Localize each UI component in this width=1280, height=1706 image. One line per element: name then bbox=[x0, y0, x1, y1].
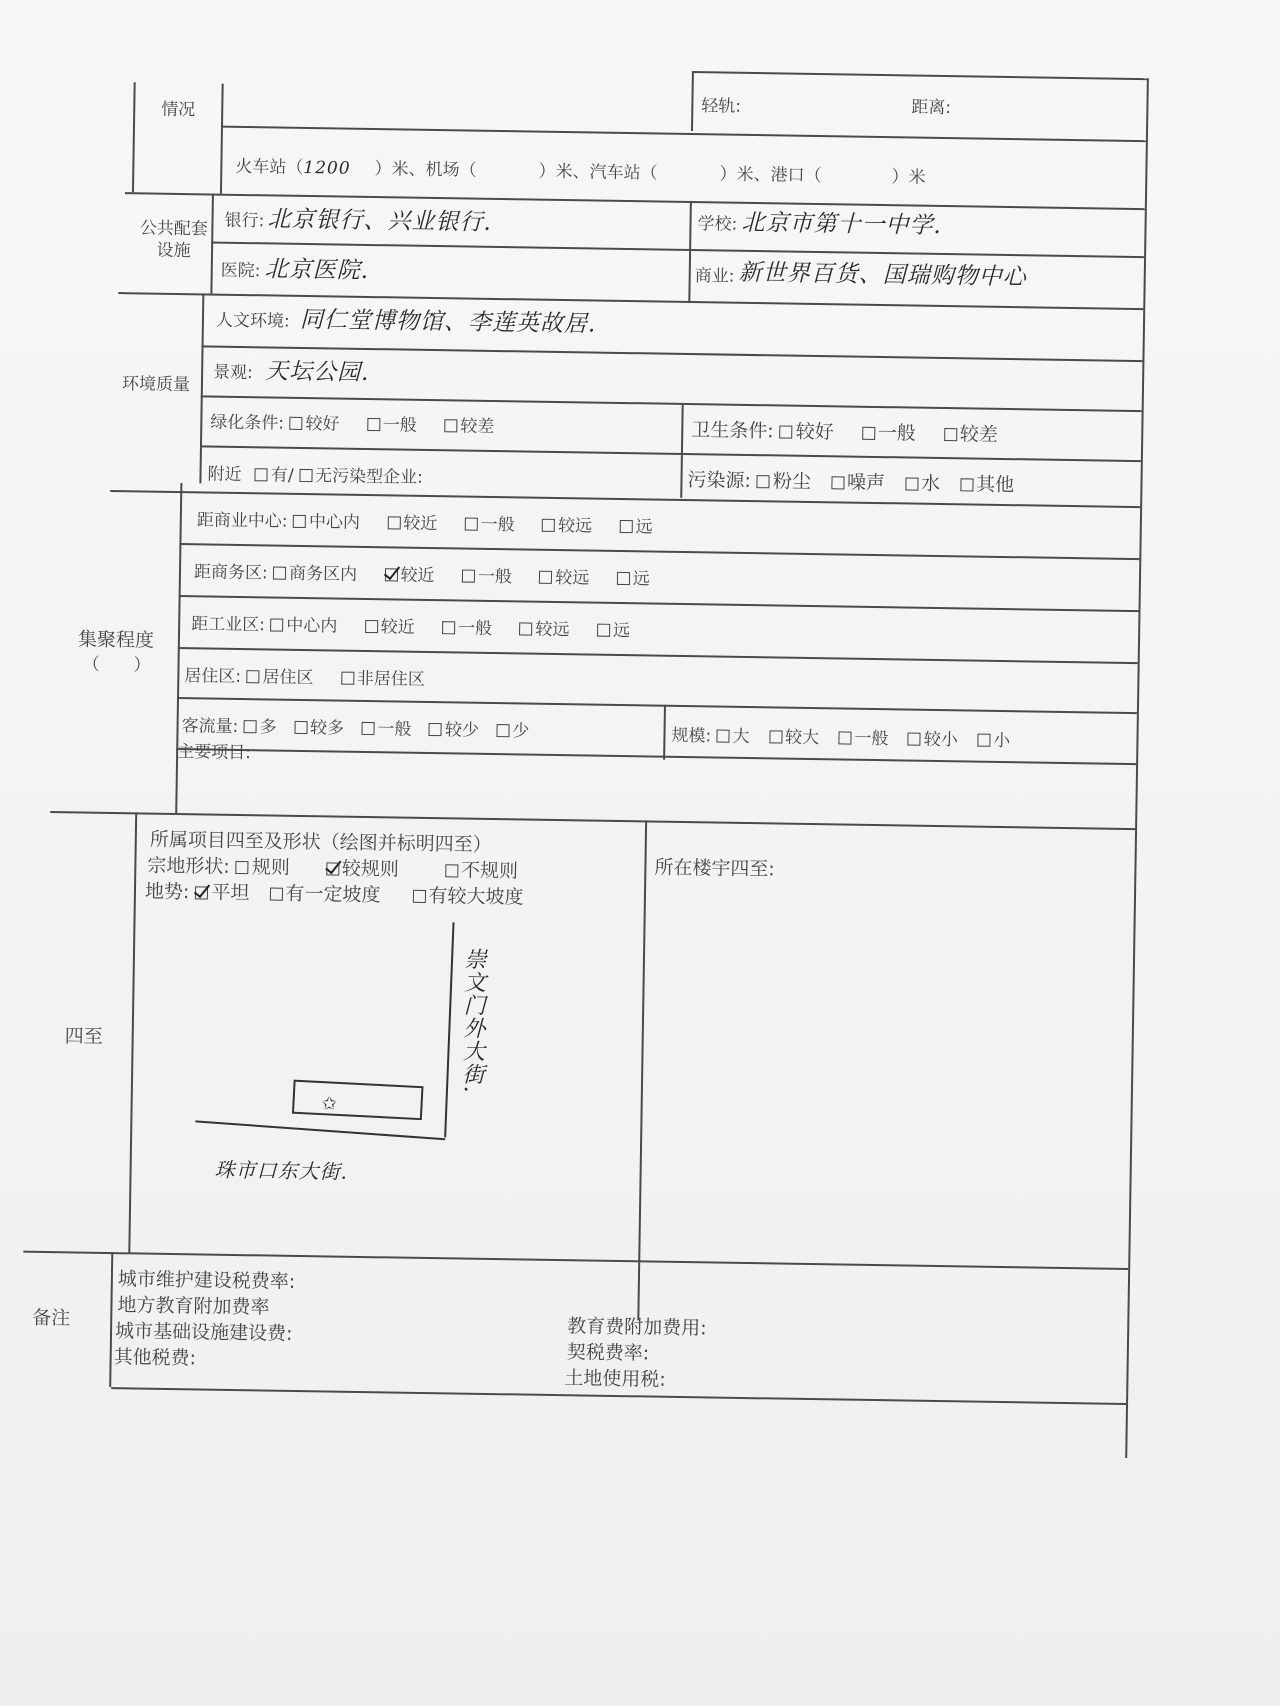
checkbox[interactable] bbox=[412, 890, 425, 903]
airport-suffix: ）米、汽车站（ bbox=[538, 161, 658, 184]
checkbox[interactable] bbox=[542, 519, 555, 532]
checkbox[interactable] bbox=[757, 475, 770, 488]
terrain-option-1[interactable]: 有一定坡度 bbox=[269, 883, 380, 907]
scenery-label: 景观: bbox=[212, 362, 254, 384]
train-value: 1200 bbox=[303, 157, 351, 179]
commercial-center-label: 距商业中心: bbox=[196, 510, 288, 532]
cc-option-4[interactable]: 远 bbox=[619, 517, 652, 538]
checkbox[interactable] bbox=[367, 418, 380, 431]
sanitation-option-poor[interactable]: 较差 bbox=[944, 423, 998, 446]
label-divider-6 bbox=[109, 1252, 113, 1387]
checkbox[interactable] bbox=[905, 477, 918, 490]
checkbox[interactable] bbox=[838, 731, 851, 744]
scale-option-3[interactable]: 较小 bbox=[908, 730, 958, 751]
env-divider bbox=[680, 403, 683, 498]
industrial-row bbox=[191, 609, 652, 641]
bus-suffix: ）米、港口（ bbox=[719, 164, 822, 187]
checkbox[interactable] bbox=[387, 516, 400, 529]
sketch-vertical-road bbox=[445, 922, 453, 1137]
checkbox[interactable] bbox=[717, 730, 730, 743]
checkbox[interactable] bbox=[294, 721, 307, 734]
cultural-value: 同仁堂博物馆、李莲英故居. bbox=[299, 306, 597, 338]
cc-option-2[interactable]: 一般 bbox=[465, 515, 515, 536]
situation-label: 情况 bbox=[161, 99, 196, 121]
pollution-option-noise[interactable]: 噪声 bbox=[831, 471, 885, 494]
hline-9 bbox=[179, 543, 1139, 560]
scale-option-4[interactable]: 小 bbox=[977, 731, 1010, 752]
environment-label: 环境质量 bbox=[121, 374, 191, 396]
main-projects-label: 主要项目: bbox=[177, 742, 252, 764]
res-option-0[interactable]: 居住区 bbox=[246, 667, 313, 688]
checkbox[interactable] bbox=[270, 618, 283, 631]
public-facilities-label: 公共配套设施 bbox=[139, 218, 209, 262]
traffic-divider bbox=[663, 705, 665, 760]
boundary-divider bbox=[637, 820, 646, 1320]
nearby-label: 附近 bbox=[207, 464, 242, 486]
ind-option-0[interactable]: 中心内 bbox=[270, 615, 337, 636]
residential-label: 居住区: bbox=[184, 666, 242, 688]
building-boundaries-label: 所在楼宇四至: bbox=[654, 856, 775, 881]
school-label: 学校: bbox=[697, 214, 738, 235]
shape-option-1[interactable]: 较规则 bbox=[326, 857, 399, 880]
boundaries-label: 四至 bbox=[64, 1025, 103, 1048]
hline-10 bbox=[179, 595, 1139, 612]
checkbox[interactable] bbox=[299, 469, 312, 482]
scale-option-0[interactable]: 大 bbox=[716, 727, 749, 748]
label-divider-1 bbox=[220, 84, 223, 194]
checkbox[interactable] bbox=[539, 571, 552, 584]
checkbox[interactable] bbox=[246, 670, 259, 683]
greening-option-poor[interactable]: 较差 bbox=[444, 416, 494, 437]
greening-option-normal[interactable]: 一般 bbox=[367, 415, 417, 436]
bd-option-2[interactable]: 一般 bbox=[462, 566, 512, 587]
pollution-label: 污染源: bbox=[687, 469, 752, 493]
checkbox-checked[interactable] bbox=[384, 568, 397, 581]
traffic-option-4[interactable]: 少 bbox=[496, 721, 529, 742]
checkbox[interactable] bbox=[960, 478, 973, 491]
facility-divider bbox=[688, 201, 691, 301]
checkbox[interactable] bbox=[831, 476, 844, 489]
greening-row bbox=[210, 408, 516, 438]
sketch-horizontal-street-label: 珠市口东大街. bbox=[214, 1157, 349, 1184]
terrain-option-2[interactable]: 有较大坡度 bbox=[412, 885, 523, 909]
shape-label: 宗地形状: bbox=[147, 854, 230, 878]
sanitation-option-normal[interactable]: 一般 bbox=[862, 422, 916, 445]
transport-line bbox=[235, 152, 926, 188]
checkbox[interactable] bbox=[769, 730, 782, 743]
pollution-option-dust[interactable]: 粉尘 bbox=[757, 470, 811, 493]
terrain-row bbox=[145, 877, 546, 910]
right-border bbox=[1125, 78, 1148, 1458]
sanitation-option-good[interactable]: 较好 bbox=[780, 420, 834, 443]
pollution-option-water[interactable]: 水 bbox=[905, 472, 940, 495]
traffic-option-2[interactable]: 一般 bbox=[361, 719, 411, 740]
checkbox[interactable] bbox=[597, 624, 610, 637]
ind-option-4[interactable]: 远 bbox=[597, 621, 630, 642]
commerce-value: 新世界百货、国瑞购物中心 bbox=[738, 259, 1027, 291]
checkbox[interactable] bbox=[944, 428, 957, 441]
pollution-option-other[interactable]: 其他 bbox=[960, 473, 1014, 496]
sketch-site-rect bbox=[293, 1081, 422, 1119]
hline-12 bbox=[177, 697, 1137, 714]
remark-left-2: 城市基础设施建设费: bbox=[114, 1320, 293, 1345]
bd-option-1[interactable]: 较近 bbox=[384, 565, 434, 586]
boundaries-title: 所属项目四至及形状（绘图并标明四至） bbox=[149, 828, 492, 856]
checkbox[interactable] bbox=[977, 734, 990, 747]
checkbox[interactable] bbox=[617, 572, 630, 585]
checkbox[interactable] bbox=[289, 417, 302, 430]
checkbox[interactable] bbox=[780, 425, 793, 438]
light-rail-label: 轻轨: bbox=[701, 96, 742, 117]
checkbox[interactable] bbox=[273, 567, 286, 580]
checkbox[interactable] bbox=[365, 620, 378, 633]
school-value: 北京市第十一中学. bbox=[741, 209, 943, 239]
hline-7 bbox=[200, 445, 1141, 461]
checkbox[interactable] bbox=[462, 569, 475, 582]
checkbox[interactable] bbox=[519, 622, 532, 635]
industrial-label: 距工业区: bbox=[191, 614, 266, 636]
checkbox[interactable] bbox=[444, 419, 457, 432]
checkbox[interactable] bbox=[293, 515, 306, 528]
checkbox[interactable] bbox=[442, 621, 455, 634]
traffic-option-1[interactable]: 较多 bbox=[294, 718, 344, 739]
checkbox[interactable] bbox=[465, 518, 478, 531]
terrain-label: 地势: bbox=[144, 880, 190, 904]
cc-option-0[interactable]: 中心内 bbox=[293, 512, 360, 533]
bank-label: 银行: bbox=[224, 210, 265, 232]
train-suffix: ）米、机场（ bbox=[374, 159, 477, 181]
cc-option-1[interactable]: 较近 bbox=[387, 513, 437, 534]
ind-option-1[interactable]: 较近 bbox=[365, 617, 415, 638]
remark-left-3: 其他税费: bbox=[113, 1346, 197, 1370]
label-divider-5 bbox=[128, 812, 137, 1252]
pollution-row bbox=[687, 465, 1036, 497]
traffic-label: 客流量: bbox=[181, 716, 239, 737]
distance-label: 距离: bbox=[911, 97, 952, 119]
business-district-label: 距商务区: bbox=[193, 562, 268, 584]
checkbox-checked[interactable] bbox=[195, 886, 208, 899]
scenery-value: 天坛公园. bbox=[264, 358, 370, 387]
sketch-horizontal-road bbox=[195, 1121, 445, 1139]
train-label: 火车站（ bbox=[235, 156, 304, 178]
bank-value: 北京银行、兴业银行. bbox=[267, 206, 493, 236]
traffic-option-0[interactable]: 多 bbox=[244, 717, 277, 738]
greening-option-good[interactable]: 较好 bbox=[289, 414, 339, 435]
agglomeration-paren: （ ） bbox=[82, 654, 151, 676]
remark-left-0: 城市维护建设税费率: bbox=[117, 1268, 296, 1293]
cc-option-3[interactable]: 较远 bbox=[542, 516, 592, 537]
commercial-center-row bbox=[197, 505, 675, 538]
sketch-vertical-street-label: 崇文门外大街. bbox=[458, 947, 487, 1094]
hospital-label: 医院: bbox=[220, 260, 261, 282]
checkbox[interactable] bbox=[269, 888, 282, 901]
cultural-label: 人文环境: bbox=[215, 310, 290, 332]
shape-option-0[interactable]: 规则 bbox=[236, 856, 290, 879]
hline-11 bbox=[178, 647, 1138, 664]
lightrail-divider bbox=[691, 71, 694, 131]
checkbox[interactable] bbox=[496, 724, 509, 737]
scale-label: 规模: bbox=[671, 725, 712, 747]
checkbox-checked[interactable] bbox=[326, 862, 339, 875]
scale-row bbox=[671, 721, 1032, 752]
remark-right-1: 契税费率: bbox=[566, 1341, 650, 1365]
checkbox[interactable] bbox=[908, 733, 921, 746]
bd-option-4[interactable]: 远 bbox=[617, 569, 650, 590]
sanitation-row bbox=[691, 415, 1020, 447]
nearby-none-option[interactable]: 无污染型企业: bbox=[299, 466, 423, 488]
sketch-star-icon: ✩ bbox=[321, 1093, 337, 1115]
commerce-label: 商业: bbox=[694, 266, 735, 287]
hline-1 bbox=[221, 126, 1146, 142]
checkbox[interactable] bbox=[341, 672, 354, 685]
nearby-row bbox=[207, 459, 423, 487]
bd-option-0[interactable]: 商务区内 bbox=[273, 564, 357, 585]
remark-right-0: 教育费附加费用: bbox=[567, 1315, 707, 1340]
remarks-label: 备注 bbox=[32, 1306, 71, 1330]
terrain-option-0[interactable]: 平坦 bbox=[195, 881, 249, 904]
res-option-1[interactable]: 非居住区 bbox=[341, 669, 425, 690]
checkbox[interactable] bbox=[236, 861, 249, 874]
remark-left-1: 地方教育附加费率 bbox=[117, 1294, 270, 1319]
form-sheet bbox=[18, 71, 1221, 1589]
checkbox[interactable] bbox=[244, 720, 257, 733]
ind-option-2[interactable]: 一般 bbox=[442, 618, 492, 639]
nearby-has-option[interactable]: 有/ bbox=[255, 465, 294, 486]
shape-option-2[interactable]: 不规则 bbox=[445, 859, 518, 882]
checkbox[interactable] bbox=[619, 520, 632, 533]
bd-option-3[interactable]: 较远 bbox=[539, 568, 589, 589]
checkbox[interactable] bbox=[255, 468, 268, 481]
label-divider-3 bbox=[199, 293, 204, 483]
greening-label: 绿化条件: bbox=[210, 412, 285, 434]
hospital-value: 北京医院. bbox=[264, 256, 370, 284]
sanitation-label: 卫生条件: bbox=[691, 419, 774, 443]
scale-option-1[interactable]: 较大 bbox=[769, 727, 819, 748]
ind-option-3[interactable]: 较远 bbox=[519, 619, 569, 640]
checkbox[interactable] bbox=[429, 723, 442, 736]
checkbox[interactable] bbox=[445, 864, 458, 877]
residential-row bbox=[184, 661, 447, 690]
port-suffix: ）米 bbox=[891, 167, 926, 188]
checkbox[interactable] bbox=[862, 427, 875, 440]
left-outer-1 bbox=[132, 82, 135, 192]
agglomeration-label: 集聚程度 bbox=[77, 628, 155, 652]
scale-option-2[interactable]: 一般 bbox=[838, 728, 888, 749]
remark-right-2: 土地使用税: bbox=[564, 1367, 666, 1391]
checkbox[interactable] bbox=[361, 722, 374, 735]
business-district-row bbox=[194, 557, 672, 590]
site-sketch bbox=[175, 913, 499, 1178]
traffic-option-3[interactable]: 较少 bbox=[429, 720, 479, 741]
